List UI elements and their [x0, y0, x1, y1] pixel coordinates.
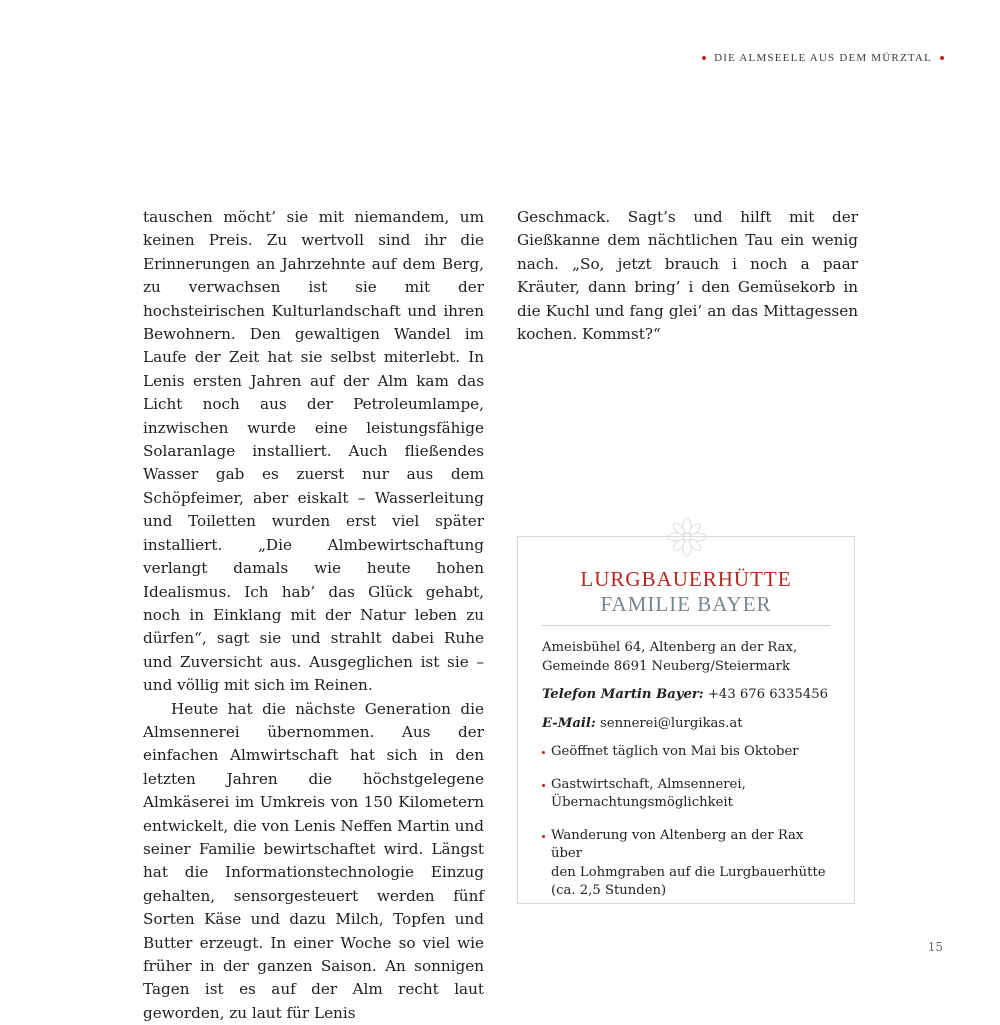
body-paragraph-2: Heute hat die nächste Generation die Almsennerei übernommen. Aus der einfachen Almwirtschaft hat sich in den letzten Jahren die höchstgelegene Almkäserei im Umkreis von 150 Kilometern entwickelt, die von Lenis Neffen Martin und seiner Familie bewirtschaftet wird. Längst hat die Informationstechnologie Einzug gehalten, sensorgesteuert werden fünf Sorten Käse und dazu Milch, Topfen und Butter erzeugt. In einer Woche so viel wie früher in der ganzen Saison. An sonnigen Tagen ist es auf der Alm recht laut geworden, zu laut für Lenis: [143, 699, 484, 1022]
email-label: E-Mail:: [542, 715, 596, 731]
body-paragraph-1: tauschen möcht’ sie mit niemandem, um keinen Preis. Zu wertvoll sind ihr die Erinnerungen an Jahrzehnte auf dem Berg, zu verwachsen ist sie mit der hochsteirischen Kulturlandschaft und ihren Bewohnern. Den gewaltigen Wandel im Laufe der Zeit hat sie selbst miterlebt. In Lenis ersten Jahren auf der Alm kam das Licht noch aus der Petroleumlampe, inzwischen wurde eine leistungsfähige Solaranlage installiert. Auch fließendes Wasser gab es zuerst nur aus dem Schöpfeimer, aber eiskalt – Wasserleitung und Toiletten wurden erst viel später installiert. „Die Almbewirtschaftung verlangt damals wie heute hohen Idealismus. Ich hab’ das Glück gehabt, noch in Einklang mit der Natur leben zu dürfen“, sagt sie und strahlt dabei Ruhe und Zuversicht aus. Ausgeglichen ist sie – und völlig mit sich im Reinen.: [143, 208, 484, 695]
address-line-2: Gemeinde 8691 Neuberg/Steiermark: [542, 658, 790, 674]
address: [542, 639, 834, 676]
info-bullet-text: Übernachtungsmöglichkeit: [551, 795, 733, 810]
info-box-title: LURGBAUERHÜTTE: [580, 567, 792, 591]
running-title: DIE ALMSEELE AUS DEM MÜRZTAL: [714, 52, 932, 64]
info-bullet-text: (ca. 2,5 Stunden): [551, 883, 667, 898]
info-bullet-text: Geöffnet täglich von Mai bis Oktober: [551, 744, 799, 759]
phone-number[interactable]: +43 676 6335456: [707, 687, 828, 702]
address-line-1: Ameisbühel 64, Altenberg an der Rax,: [542, 640, 798, 655]
bullet-dot-icon: [542, 835, 545, 838]
bullet-dot-icon: [940, 56, 944, 60]
info-box-body: [542, 639, 834, 915]
bullet-dot-icon: [542, 751, 545, 754]
info-box: [517, 536, 855, 904]
email-address[interactable]: sennerei@lurgikas.at: [600, 715, 743, 731]
page-number: 15: [927, 940, 943, 954]
info-bullet-item: [542, 776, 834, 813]
left-column: [143, 206, 484, 1025]
right-column: [517, 206, 858, 346]
info-bullet-list: [542, 743, 834, 901]
info-bullet-text: den Lohmgraben auf die Lurgbauerhütte: [551, 864, 826, 880]
info-box-subtitle: FAMILIE BAYER: [600, 592, 772, 616]
info-bullet-text: Gastwirtschaft, Almsennerei,: [551, 776, 746, 792]
info-bullet-text: Wanderung von Altenberg an der Rax über: [551, 827, 804, 861]
phone-line: [542, 686, 834, 705]
email-line: [542, 715, 834, 734]
body-paragraph-3: Geschmack. Sagt’s und hilft mit der Gießkanne dem nächtlichen Tau ein wenig nach. „So, jetzt brauch i noch a paar Kräuter, dann bring’ i den Gemüsekorb in die Kuchl und fang glei’ an das Mittagessen kochen. Kommst?“: [517, 208, 858, 344]
bullet-dot-icon: [702, 56, 706, 60]
phone-label: Telefon Martin Bayer:: [542, 687, 704, 702]
bullet-dot-icon: [542, 784, 545, 787]
info-bullet-item: [542, 827, 834, 901]
running-header: [702, 52, 944, 64]
info-bullet-item: [542, 743, 834, 762]
info-box-divider: [542, 625, 830, 626]
